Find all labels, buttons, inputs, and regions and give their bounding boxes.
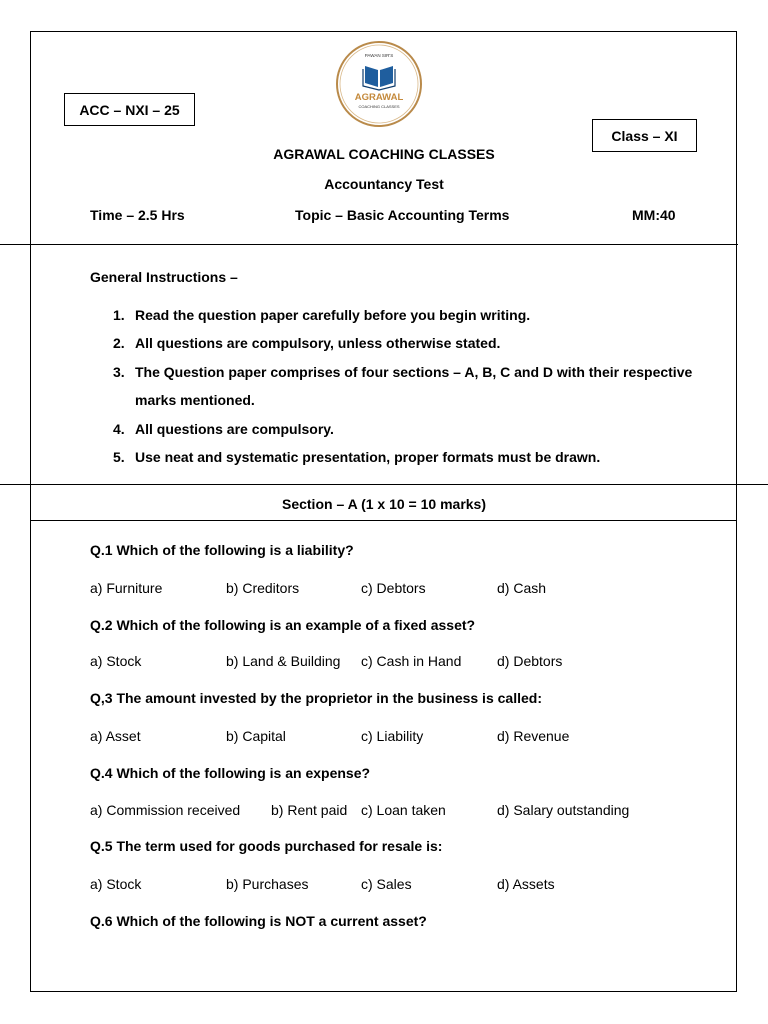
instruction-text: Read the question paper carefully before you begin writing. <box>135 307 531 323</box>
instructions-heading: General Instructions – <box>90 269 238 285</box>
logo-sub-text: COACHING CLASSES <box>358 104 400 109</box>
instruction-number: 2. <box>113 335 125 351</box>
option: a) Furniture <box>90 580 163 596</box>
option: c) Loan taken <box>361 802 446 818</box>
option: c) Debtors <box>361 580 426 596</box>
paper-code: ACC – NXI – 25 <box>79 101 180 118</box>
option: a) Stock <box>90 876 142 892</box>
option: d) Debtors <box>497 653 563 669</box>
option: d) Revenue <box>497 728 570 744</box>
time-label: Time – 2.5 Hrs <box>90 207 185 223</box>
instruction-text: All questions are compulsory. <box>135 421 334 437</box>
option: d) Assets <box>497 876 555 892</box>
option: b) Land & Building <box>226 653 341 669</box>
question-text: Q.6 Which of the following is NOT a current asset? <box>90 913 427 929</box>
question-text: Q.1 Which of the following is a liability? <box>90 542 354 558</box>
instruction-number: 4. <box>113 421 125 437</box>
option: a) Asset <box>90 728 141 744</box>
option: c) Sales <box>361 876 412 892</box>
option: a) Stock <box>90 653 142 669</box>
option: c) Liability <box>361 728 424 744</box>
instruction-text: Use neat and systematic presentation, proper formats must be drawn. <box>135 449 601 465</box>
section-title: Section – A (1 x 10 = 10 marks) <box>281 496 486 512</box>
logo-top-text: PAWAN SIR'S <box>364 53 394 58</box>
test-name: Accountancy Test <box>324 176 444 192</box>
option: b) Creditors <box>226 580 300 596</box>
option: c) Cash in Hand <box>361 653 462 669</box>
instruction-number: 5. <box>113 449 125 465</box>
instruction-number: 3. <box>113 364 125 380</box>
header-divider <box>0 244 738 245</box>
class-label: Class – XI <box>611 127 678 144</box>
question-text: Q,3 The amount invested by the proprietor in the business is called: <box>90 690 542 706</box>
option: b) Rent paid <box>271 802 348 818</box>
instructions-divider <box>0 484 768 485</box>
question-text: Q.5 The term used for goods purchased for resale is: <box>90 838 443 854</box>
instruction-number: 1. <box>113 307 125 323</box>
question-text: Q.2 Which of the following is an example of a fixed asset? <box>90 617 476 633</box>
topic-label: Topic – Basic Accounting Terms <box>295 207 510 223</box>
institute-name: AGRAWAL COACHING CLASSES <box>273 146 495 162</box>
logo-name: AGRAWAL <box>354 92 404 103</box>
instruction-text: All questions are compulsory, unless otherwise stated. <box>135 335 501 351</box>
paper-code-box <box>64 93 195 126</box>
instruction-text: The Question paper comprises of four sections – A, B, C and D with their respective <box>135 364 693 380</box>
option: b) Purchases <box>226 876 309 892</box>
institute-logo <box>335 40 423 128</box>
instruction-text-continued: marks mentioned. <box>135 392 255 408</box>
max-marks: MM:40 <box>632 207 676 223</box>
option: d) Cash <box>497 580 547 596</box>
question-text: Q.4 Which of the following is an expense? <box>90 765 371 781</box>
option: a) Commission received <box>90 802 241 818</box>
option: b) Capital <box>226 728 286 744</box>
option: d) Salary outstanding <box>497 802 630 818</box>
section-divider <box>30 520 737 521</box>
